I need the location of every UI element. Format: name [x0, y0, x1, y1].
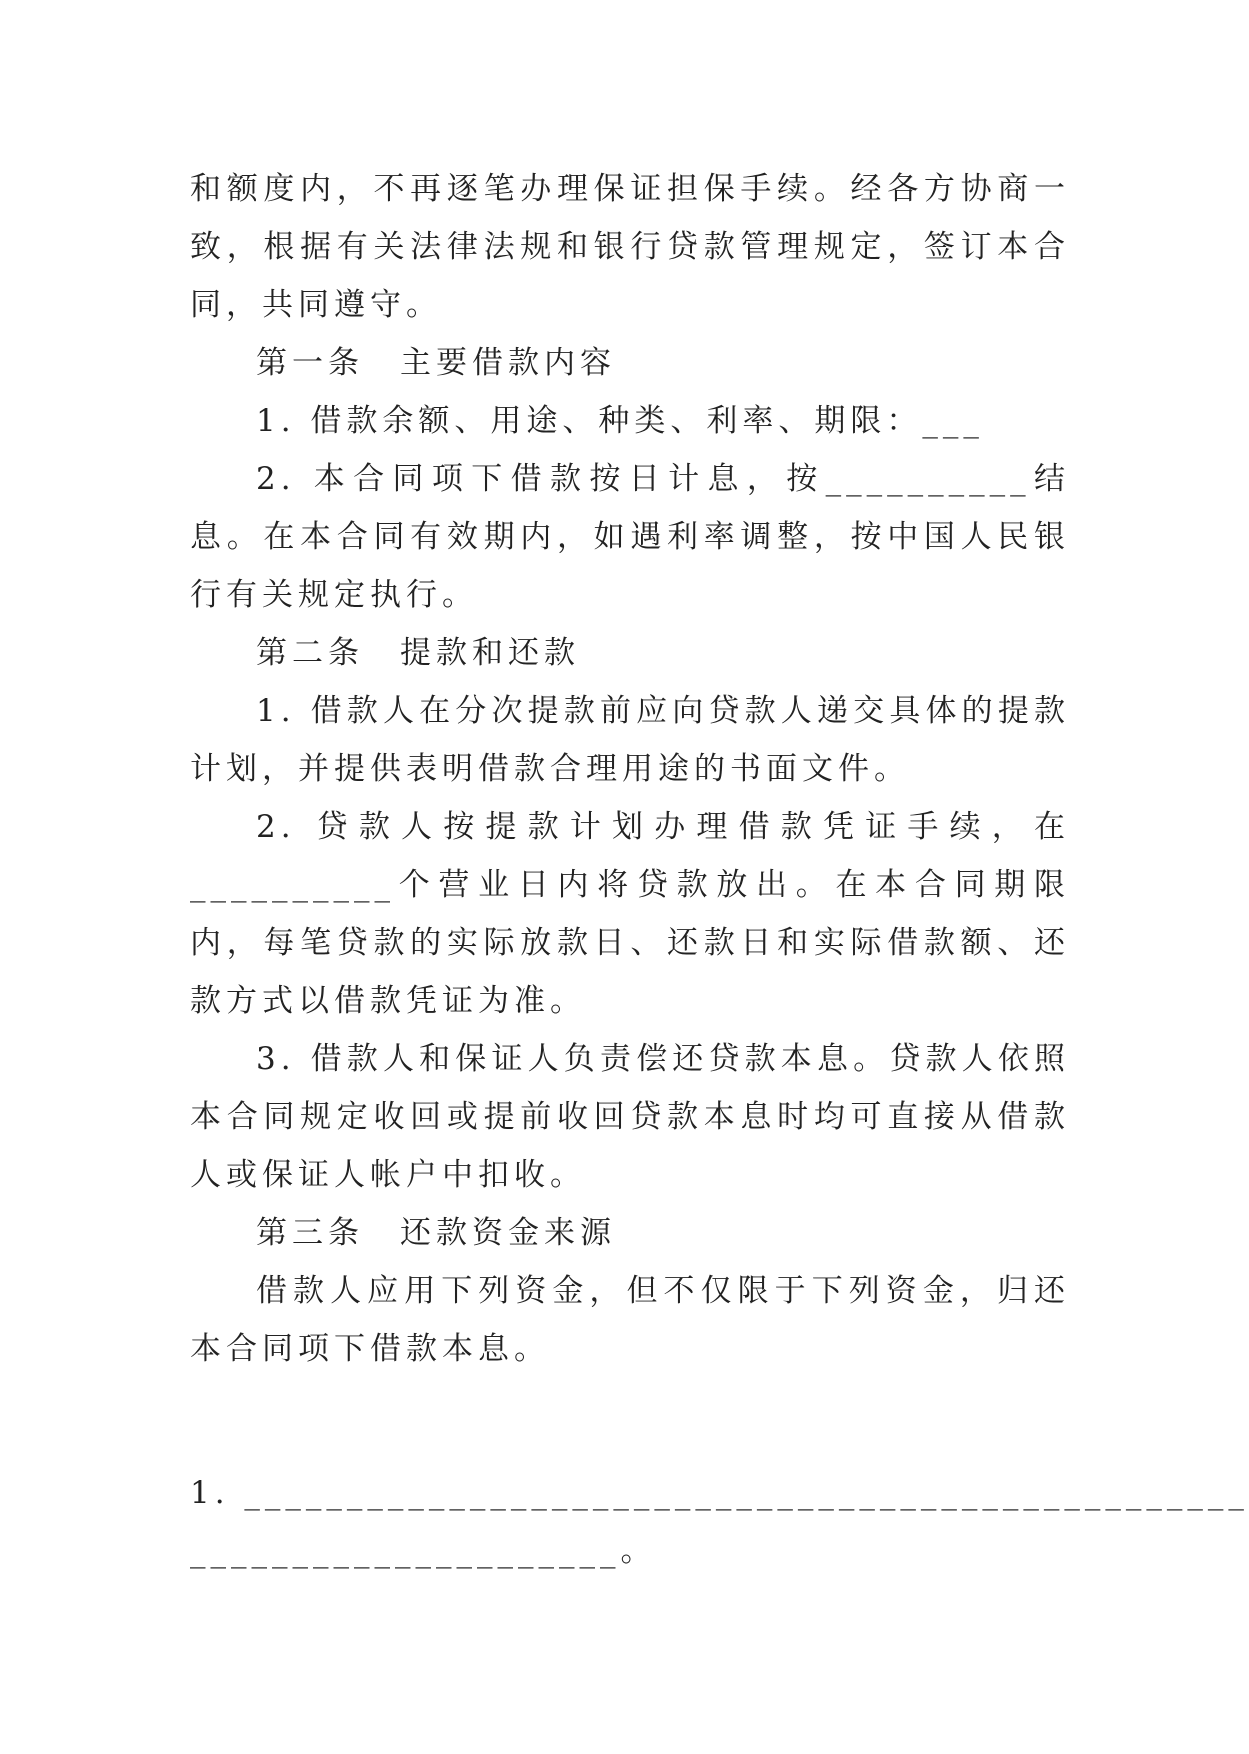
intro-paragraph: 和额度内，不再逐笔办理保证担保手续。经各方协商一致，根据有关法律法规和银行贷款管理规定，签订本合同，共同遵守。 — [190, 171, 1070, 323]
article-2-heading: 第二条 提款和还款 — [256, 635, 580, 671]
article-1-heading: 第一条 主要借款内容 — [256, 345, 616, 381]
article-3-body: 借款人应用下列资金，但不仅限于下列资金，归还本合同项下借款本息。 — [190, 1273, 1070, 1367]
article-3-item-1-line-1: 1. _________________________________________________ — [190, 1475, 1249, 1511]
article-3-heading: 第三条 还款资金来源 — [256, 1215, 616, 1251]
article-1-item-2: 2. 本合同项下借款按日计息，按__________结息。在本合同有效期内，如遇利率调整，按中国人民银行有关规定执行。 — [190, 461, 1070, 613]
article-2-item-2: 2. 贷款人按提款计划办理借款凭证手续，在__________个营业日内将贷款放出。在本合同期限内，每笔贷款的实际放款日、还款日和实际借款额、还款方式以借款凭证为准。 — [190, 809, 1070, 1019]
article-2-item-3: 3. 借款人和保证人负责偿还贷款本息。贷款人依照本合同规定收回或提前收回贷款本息时均可直接从借款人或保证人帐户中扣收。 — [190, 1041, 1070, 1193]
article-2-item-1: 1. 借款人在分次提款前应向贷款人递交具体的提款计划，并提供表明借款合理用途的书面文件。 — [190, 693, 1070, 787]
document-body — [190, 160, 1249, 1580]
article-1-item-1: 1. 借款余额、用途、种类、利率、期限：___ — [256, 403, 984, 439]
article-3-item-1-line-2: _____________________。 — [190, 1533, 657, 1569]
blank-spacer — [190, 1378, 1070, 1436]
